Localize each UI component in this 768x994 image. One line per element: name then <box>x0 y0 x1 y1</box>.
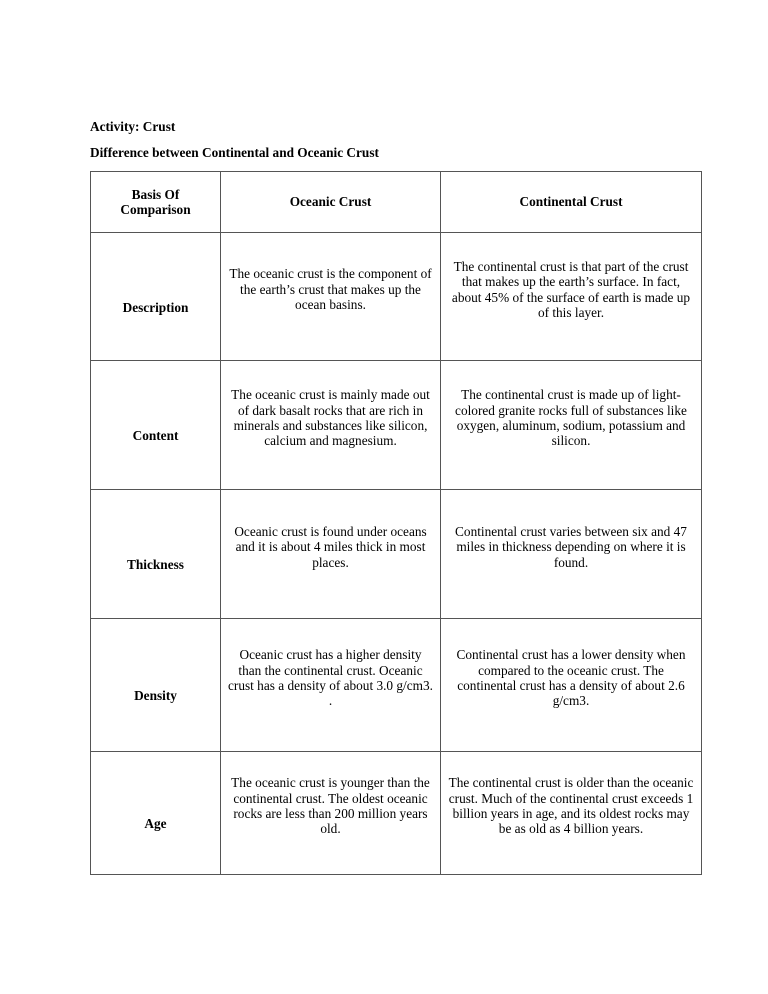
row-basis <box>91 752 221 875</box>
continental-text: Continental crust has a lower density when compared to the oceanic crust. The continental crust has a density of about 2.6 g/cm3. <box>456 647 686 709</box>
continental-cell <box>441 619 702 752</box>
row-basis <box>91 619 221 752</box>
row-basis <box>91 490 221 619</box>
oceanic-text: Oceanic crust is found under oceans and it is about 4 miles thick in most places. <box>234 523 427 570</box>
table-row <box>91 752 702 875</box>
table-header-row <box>91 172 702 233</box>
header-basis: Basis Of Comparison <box>91 172 221 233</box>
oceanic-cell <box>221 752 441 875</box>
header-continental: Continental Crust <box>441 172 702 233</box>
oceanic-text: The oceanic crust is the component of the earth’s crust that makes up the ocean basins. <box>229 266 432 313</box>
continental-text: The continental crust is older than the oceanic crust. Much of the continental crust exceeds 1 billion years in age, and its oldest rocks may be as old as 4 billion years. <box>448 775 694 837</box>
activity-title: Activity: Crust <box>90 119 176 134</box>
oceanic-cell <box>221 619 441 752</box>
row-basis-label: Density <box>134 688 177 704</box>
continental-cell <box>441 233 702 361</box>
row-basis-label: Age <box>144 816 167 832</box>
continental-cell <box>441 490 702 619</box>
row-basis-label: Thickness <box>127 557 184 573</box>
oceanic-cell <box>221 233 441 361</box>
row-basis-label: Description <box>122 299 189 315</box>
continental-cell <box>441 752 702 875</box>
row-basis <box>91 361 221 490</box>
table-row <box>91 490 702 619</box>
oceanic-cell <box>221 490 441 619</box>
continental-text: The continental crust is that part of the crust that makes up the earth’s surface. In fact, about 45% of the surface of earth is made up of this layer. <box>451 258 691 320</box>
table-row <box>91 619 702 752</box>
table-row <box>91 233 702 361</box>
continental-text: Continental crust varies between six and 47 miles in thickness depending on where it is found. <box>455 523 687 570</box>
row-basis <box>91 233 221 361</box>
continental-text: The continental crust is made up of light-colored granite rocks full of substances like oxygen, aluminum, sodium, potassium and silicon. <box>455 387 687 449</box>
continental-cell <box>441 361 702 490</box>
oceanic-cell <box>221 361 441 490</box>
comparison-table <box>90 171 702 875</box>
oceanic-text: The oceanic crust is mainly made out of dark basalt rocks that are rich in minerals and substances like silicon, calcium and magnesium. <box>231 387 430 449</box>
oceanic-text: Oceanic crust has a higher density than the continental crust. Oceanic crust has a density of about 3.0 g/cm3. . <box>228 647 433 709</box>
table-row <box>91 361 702 490</box>
header-oceanic: Oceanic Crust <box>221 172 441 233</box>
oceanic-text: The oceanic crust is younger than the continental crust. The oldest oceanic rocks are less than 200 million years old. <box>231 775 430 837</box>
section-title: Difference between Continental and Oceanic Crust <box>90 145 379 160</box>
row-basis-label: Content <box>132 428 179 444</box>
